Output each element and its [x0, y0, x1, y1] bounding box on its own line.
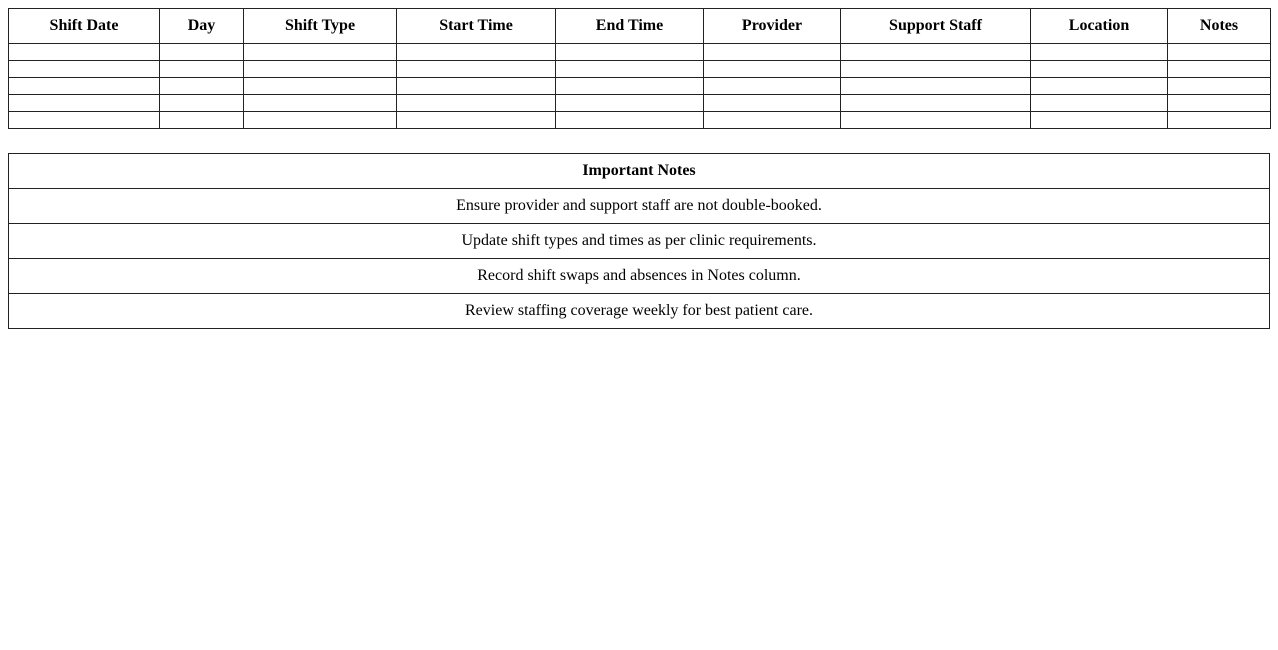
header-day: Day	[160, 9, 244, 44]
table-row	[9, 112, 1271, 129]
cell-location[interactable]	[1031, 78, 1168, 95]
cell-day[interactable]	[160, 95, 244, 112]
cell-notes[interactable]	[1168, 44, 1271, 61]
cell-end-time[interactable]	[556, 61, 704, 78]
table-row	[9, 78, 1271, 95]
header-row	[9, 9, 1271, 44]
cell-shift-type[interactable]	[244, 78, 397, 95]
header-end-time: End Time	[556, 9, 704, 44]
cell-notes[interactable]	[1168, 95, 1271, 112]
cell-shift-type[interactable]	[244, 112, 397, 129]
header-support-staff: Support Staff	[841, 9, 1031, 44]
cell-shift-type[interactable]	[244, 61, 397, 78]
note-row	[9, 224, 1270, 259]
cell-shift-date[interactable]	[9, 61, 160, 78]
cell-location[interactable]	[1031, 95, 1168, 112]
header-provider: Provider	[704, 9, 841, 44]
cell-shift-date[interactable]	[9, 112, 160, 129]
cell-provider[interactable]	[704, 112, 841, 129]
cell-end-time[interactable]	[556, 112, 704, 129]
cell-location[interactable]	[1031, 61, 1168, 78]
cell-shift-date[interactable]	[9, 78, 160, 95]
cell-day[interactable]	[160, 78, 244, 95]
header-shift-type: Shift Type	[244, 9, 397, 44]
note-item: Record shift swaps and absences in Notes column.	[9, 259, 1270, 294]
cell-start-time[interactable]	[397, 61, 556, 78]
notes-header-row	[9, 154, 1270, 189]
cell-day[interactable]	[160, 61, 244, 78]
cell-support-staff[interactable]	[841, 112, 1031, 129]
cell-day[interactable]	[160, 44, 244, 61]
cell-notes[interactable]	[1168, 112, 1271, 129]
cell-start-time[interactable]	[397, 112, 556, 129]
cell-end-time[interactable]	[556, 95, 704, 112]
cell-start-time[interactable]	[397, 95, 556, 112]
cell-provider[interactable]	[704, 44, 841, 61]
notes-title: Important Notes	[9, 154, 1270, 189]
table-row	[9, 44, 1271, 61]
cell-start-time[interactable]	[397, 44, 556, 61]
cell-support-staff[interactable]	[841, 95, 1031, 112]
cell-support-staff[interactable]	[841, 61, 1031, 78]
cell-shift-date[interactable]	[9, 95, 160, 112]
cell-end-time[interactable]	[556, 78, 704, 95]
table-row	[9, 61, 1271, 78]
cell-provider[interactable]	[704, 78, 841, 95]
note-item: Update shift types and times as per clinic requirements.	[9, 224, 1270, 259]
cell-notes[interactable]	[1168, 78, 1271, 95]
cell-notes[interactable]	[1168, 61, 1271, 78]
note-item: Ensure provider and support staff are not double-booked.	[9, 189, 1270, 224]
note-row	[9, 294, 1270, 329]
cell-support-staff[interactable]	[841, 44, 1031, 61]
cell-shift-type[interactable]	[244, 95, 397, 112]
header-start-time: Start Time	[397, 9, 556, 44]
cell-start-time[interactable]	[397, 78, 556, 95]
cell-support-staff[interactable]	[841, 78, 1031, 95]
cell-location[interactable]	[1031, 44, 1168, 61]
cell-provider[interactable]	[704, 61, 841, 78]
note-row	[9, 189, 1270, 224]
cell-shift-type[interactable]	[244, 44, 397, 61]
table-row	[9, 95, 1271, 112]
cell-shift-date[interactable]	[9, 44, 160, 61]
header-location: Location	[1031, 9, 1168, 44]
cell-end-time[interactable]	[556, 44, 704, 61]
note-item: Review staffing coverage weekly for best patient care.	[9, 294, 1270, 329]
header-shift-date: Shift Date	[9, 9, 160, 44]
important-notes-table	[8, 153, 1270, 329]
header-notes: Notes	[1168, 9, 1271, 44]
cell-day[interactable]	[160, 112, 244, 129]
cell-provider[interactable]	[704, 95, 841, 112]
cell-location[interactable]	[1031, 112, 1168, 129]
shift-schedule-table	[8, 8, 1271, 129]
note-row	[9, 259, 1270, 294]
